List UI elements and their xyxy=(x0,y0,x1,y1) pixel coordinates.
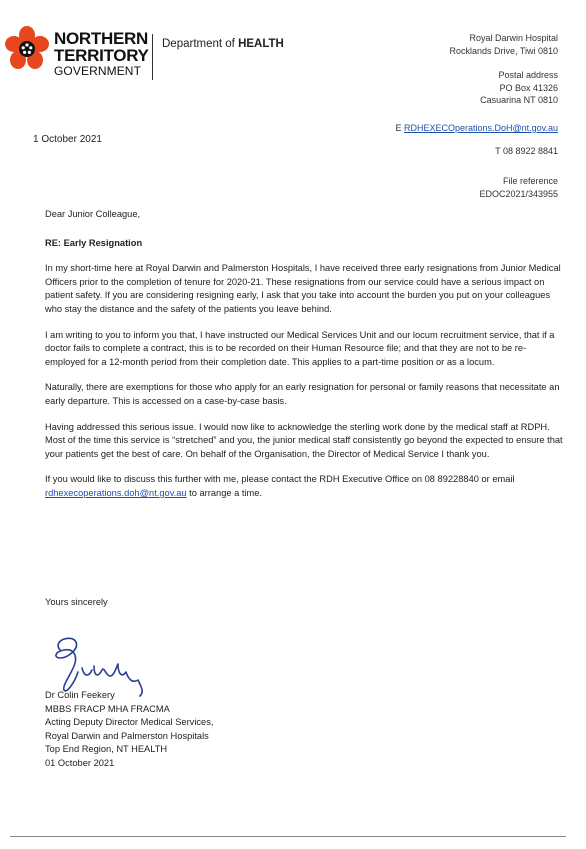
footer-divider xyxy=(10,836,566,837)
postal-suburb: Casuarina NT 0810 xyxy=(480,95,558,105)
department-health: HEALTH xyxy=(238,38,284,50)
paragraph-2: I am writing to you to inform you that, I have instructed our Medical Services Unit and our locum recruitment service, that if a doctor fails to complete a contract, this is to be recorded on their Human Resource file; and that they are not to be re-employed for a 12-month period from their completion date. This applies to a part-time position or as a locum. xyxy=(45,329,555,367)
signatory-title: Acting Deputy Director Medical Services, xyxy=(45,717,214,728)
letter-date: 1 October 2021 xyxy=(33,134,102,145)
file-ref-label: File reference xyxy=(502,176,558,186)
hospital-name: Royal Darwin Hospital xyxy=(469,33,558,43)
closing: Yours sincerely xyxy=(45,597,108,607)
department-prefix: Department of xyxy=(162,38,239,50)
paragraph-5-text: If you would like to discuss this further with me, please contact the RDH Executive Office on 08 89228840 or email xyxy=(45,474,515,485)
department-name xyxy=(162,38,284,50)
postal-address xyxy=(480,69,558,107)
email-link[interactable]: RDHEXECOperations.DoH@nt.gov.au xyxy=(403,123,558,133)
hospital-street: Rocklands Drive, Tiwi 0810 xyxy=(449,45,558,56)
executive-email-link[interactable]: rdhexecoperations.doh@nt.gov.au xyxy=(45,487,187,498)
subject-line: RE: Early Resignation xyxy=(45,237,143,248)
email-prefix: E xyxy=(395,123,404,133)
paragraph-3: Naturally, there are exemptions for those who apply for an early resignation for personal or family reasons that necessitate an early departure. This is accessed on a case-by-case basis. xyxy=(45,382,560,406)
paragraph-5 xyxy=(45,473,565,500)
file-ref-number: EDOC2021/343955 xyxy=(479,188,558,199)
signature-block xyxy=(45,689,213,771)
paragraph-5-end: to arrange a time. xyxy=(186,487,263,498)
logo-wordmark xyxy=(54,30,149,77)
hospital-address xyxy=(449,32,558,57)
contact-phone: T 08 8922 8841 xyxy=(495,146,558,156)
po-box: PO Box 41326 xyxy=(499,82,558,93)
logo-text-government: GOVERNMENT xyxy=(54,64,142,78)
nt-government-logo xyxy=(4,20,154,80)
letter-body xyxy=(45,208,565,513)
header-divider xyxy=(152,34,153,80)
signatory-qualifications: MBBS FRACP MHA FRACMA xyxy=(45,703,170,714)
postal-label: Postal address xyxy=(498,70,558,80)
desert-rose-icon xyxy=(4,26,50,72)
signatory-name: Dr Colin Feekery xyxy=(45,690,115,700)
paragraph-4: Having addressed this serious issue. I would now like to acknowledge the sterling work done by the medical staff at RDPH. Most of the time this service is “stretched” and you, the junior medical staff consistently go beyond the expected to ensure that your patients get the best of care. On behalf of the Organisation, the Director of Medical Service I thank you. xyxy=(45,421,563,459)
signatory-organisation: Royal Darwin and Palmerston Hospitals xyxy=(45,730,209,741)
paragraph-1: In my short-time here at Royal Darwin and Palmerston Hospitals, I have received three early resignations from Junior Medical Officers prior to the completion of tenure for 2020-21. These resignations from our service could have a serious impact on patient safety. If you are considering resigning early, I ask that you take into account the burden you put on your colleagues who stay the distance and the safety of the patients you leave behind. xyxy=(45,263,561,314)
signatory-date: 01 October 2021 xyxy=(45,757,115,768)
file-reference xyxy=(479,175,558,200)
logo-text-northern: NORTHERN xyxy=(54,29,148,48)
salutation: Dear Junior Colleague, xyxy=(45,209,141,219)
signatory-region: Top End Region, NT HEALTH xyxy=(45,744,168,755)
logo-text-territory: TERRITORY xyxy=(54,46,149,65)
contact-email xyxy=(395,122,558,135)
